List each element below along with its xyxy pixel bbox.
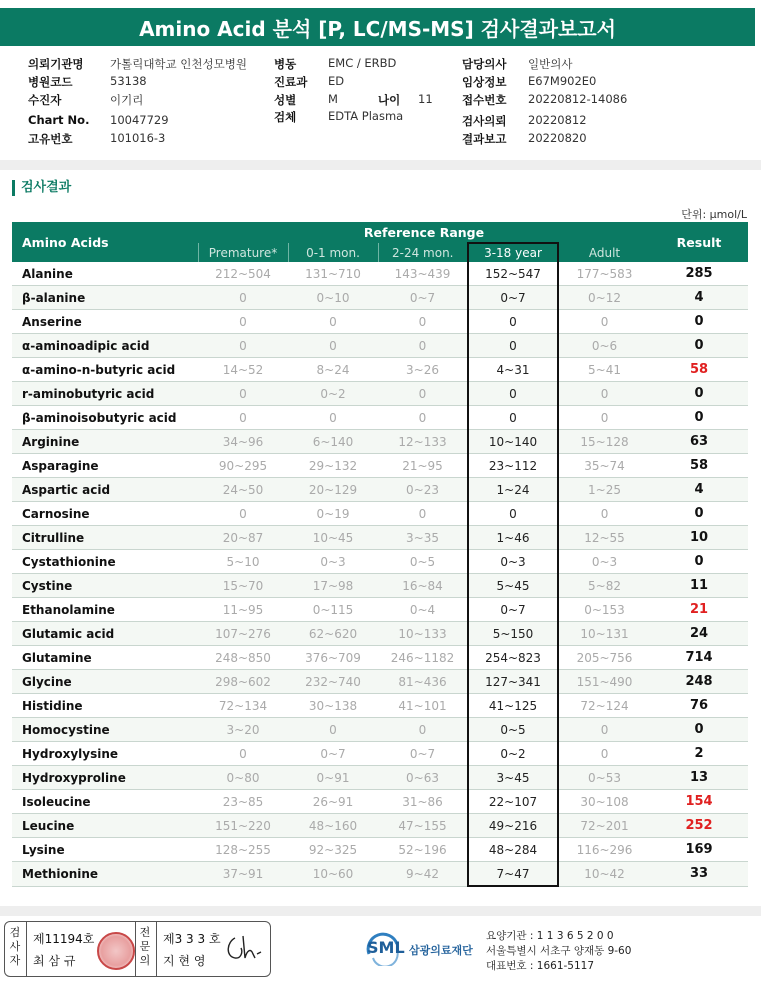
amino-acid-name: Asparagine: [12, 454, 198, 478]
dept-value: ED: [328, 74, 345, 88]
table-row: [12, 334, 748, 358]
patient-info: [0, 52, 755, 152]
amino-acid-name: Alanine: [12, 262, 198, 286]
amino-acid-name: β-aminoisobutyric acid: [12, 406, 198, 430]
reference-range-cell: 131~710: [288, 262, 378, 286]
table-row: [12, 670, 748, 694]
reference-range-cell: 0~7: [468, 286, 558, 310]
reference-range-cell: 0~5: [378, 550, 468, 574]
result-value: 4: [650, 286, 748, 310]
institution-label: 의뢰기관명: [28, 57, 84, 71]
reference-range-cell: 0: [288, 718, 378, 742]
reference-range-cell: 0: [468, 406, 558, 430]
table-row: [12, 814, 748, 838]
reference-range-cell: 20~129: [288, 478, 378, 502]
reference-range-cell: 3~20: [198, 718, 288, 742]
reference-range-cell: 4~31: [468, 358, 558, 382]
reference-range-cell: 30~138: [288, 694, 378, 718]
hospcode-value: 53138: [110, 74, 147, 88]
reference-range-cell: 48~284: [468, 838, 558, 862]
age-label: 나이: [378, 93, 401, 107]
reference-range-cell: 6~140: [288, 430, 378, 454]
reference-range-cell: 0: [198, 406, 288, 430]
header-range-adult: Adult: [558, 243, 650, 262]
reference-range-cell: 1~46: [468, 526, 558, 550]
reference-range-cell: 1~25: [558, 478, 650, 502]
reference-range-cell: 212~504: [198, 262, 288, 286]
amino-acid-name: Histidine: [12, 694, 198, 718]
reference-range-cell: 0~80: [198, 766, 288, 790]
table-row: [12, 646, 748, 670]
reference-range-cell: 29~132: [288, 454, 378, 478]
reference-range-cell: 10~42: [558, 862, 650, 887]
doctor-label: 담당의사: [462, 57, 507, 71]
reference-range-cell: 116~296: [558, 838, 650, 862]
reference-range-cell: 0~6: [558, 334, 650, 358]
request-value: 20220812: [528, 113, 587, 127]
reference-range-cell: 31~86: [378, 790, 468, 814]
reference-range-cell: 26~91: [288, 790, 378, 814]
result-value: 252: [650, 814, 748, 838]
amino-acid-name: Lysine: [12, 838, 198, 862]
reference-range-cell: 0: [468, 502, 558, 526]
reference-range-cell: 21~95: [378, 454, 468, 478]
result-value: 285: [650, 262, 748, 286]
header-reference-range: Reference Range: [198, 222, 650, 243]
reference-range-cell: 72~134: [198, 694, 288, 718]
hospcode-label: 병원코드: [28, 75, 73, 89]
table-row: [12, 718, 748, 742]
reference-range-cell: 0~3: [288, 550, 378, 574]
reference-range-cell: 10~133: [378, 622, 468, 646]
reference-range-cell: 16~84: [378, 574, 468, 598]
reference-range-cell: 298~602: [198, 670, 288, 694]
reference-range-cell: 23~85: [198, 790, 288, 814]
header-amino-acids: Amino Acids: [12, 222, 198, 262]
reference-range-cell: 12~55: [558, 526, 650, 550]
result-value: 76: [650, 694, 748, 718]
reference-range-cell: 14~52: [198, 358, 288, 382]
result-value: 21: [650, 598, 748, 622]
reference-range-cell: 0: [288, 406, 378, 430]
reference-range-cell: 0~23: [378, 478, 468, 502]
result-value: 0: [650, 334, 748, 358]
reference-range-cell: 0: [378, 502, 468, 526]
result-value: 0: [650, 718, 748, 742]
reference-range-cell: 152~547: [468, 262, 558, 286]
ward-value: EMC / ERBD: [328, 56, 397, 70]
reference-range-cell: 0: [198, 286, 288, 310]
amino-acid-name: Arginine: [12, 430, 198, 454]
amino-acid-name: Aspartic acid: [12, 478, 198, 502]
seal-icon: [97, 932, 135, 970]
reference-range-cell: 0: [378, 310, 468, 334]
reference-range-cell: 248~850: [198, 646, 288, 670]
reference-range-cell: 177~583: [558, 262, 650, 286]
reference-range-cell: 15~70: [198, 574, 288, 598]
amino-acid-name: β-alanine: [12, 286, 198, 310]
reference-range-cell: 92~325: [288, 838, 378, 862]
sex-value: M: [328, 92, 338, 106]
amino-acid-name: Glycine: [12, 670, 198, 694]
table-row: [12, 862, 748, 887]
amino-acid-name: Hydroxyproline: [12, 766, 198, 790]
reference-range-cell: 0~10: [288, 286, 378, 310]
amino-acid-name: Glutamic acid: [12, 622, 198, 646]
reference-range-cell: 5~82: [558, 574, 650, 598]
org-line-2: 서울특별시 서초구 양재동 9-60: [486, 945, 632, 957]
reference-range-cell: 254~823: [468, 646, 558, 670]
reference-range-cell: 72~124: [558, 694, 650, 718]
reference-range-cell: 0: [468, 382, 558, 406]
org-line-3: 대표번호 : 1661-5117: [486, 960, 595, 972]
chart-value: 10047729: [110, 113, 169, 127]
reference-range-cell: 151~220: [198, 814, 288, 838]
table-row: [12, 430, 748, 454]
table-row: [12, 478, 748, 502]
reference-range-cell: 34~96: [198, 430, 288, 454]
reference-range-cell: 128~255: [198, 838, 288, 862]
reference-range-cell: 0: [558, 382, 650, 406]
reference-range-cell: 0~7: [378, 742, 468, 766]
header-range-premature: Premature*: [198, 243, 288, 262]
reference-range-cell: 12~133: [378, 430, 468, 454]
clinical-label: 임상정보: [462, 75, 507, 89]
reference-range-cell: 0~7: [378, 286, 468, 310]
patient-label: 수진자: [28, 93, 62, 107]
reference-range-cell: 23~112: [468, 454, 558, 478]
reference-range-cell: 127~341: [468, 670, 558, 694]
result-value: 248: [650, 670, 748, 694]
result-value: 714: [650, 646, 748, 670]
reference-range-cell: 5~41: [558, 358, 650, 382]
org-info: [486, 929, 631, 974]
reference-range-cell: 8~24: [288, 358, 378, 382]
reference-range-cell: 52~196: [378, 838, 468, 862]
header-result: Result: [650, 222, 748, 262]
table-row: [12, 790, 748, 814]
reference-range-cell: 0~115: [288, 598, 378, 622]
reference-range-cell: 143~439: [378, 262, 468, 286]
reference-range-cell: 47~155: [378, 814, 468, 838]
specimen-label: 검체: [274, 110, 297, 124]
reference-range-cell: 0: [558, 718, 650, 742]
amino-acid-name: Cystine: [12, 574, 198, 598]
reference-range-cell: 72~201: [558, 814, 650, 838]
unique-label: 고유번호: [28, 132, 73, 146]
amino-acid-name: Carnosine: [12, 502, 198, 526]
reference-range-cell: 41~125: [468, 694, 558, 718]
reference-range-cell: 0: [558, 406, 650, 430]
age-value: 11: [418, 92, 433, 106]
reference-range-cell: 0: [558, 502, 650, 526]
result-value: 2: [650, 742, 748, 766]
result-value: 24: [650, 622, 748, 646]
amino-acid-name: Ethanolamine: [12, 598, 198, 622]
reference-range-cell: 246~1182: [378, 646, 468, 670]
table-row: [12, 742, 748, 766]
signature-icon: [223, 932, 263, 964]
examiner-vertical-label: 검 사 자: [9, 926, 21, 967]
result-value: 63: [650, 430, 748, 454]
chart-label: Chart No.: [28, 113, 90, 127]
amino-acid-name: α-aminoadipic acid: [12, 334, 198, 358]
result-value: 11: [650, 574, 748, 598]
result-value: 33: [650, 862, 748, 887]
reference-range-cell: 0: [198, 310, 288, 334]
doctor-value: 일반의사: [528, 57, 573, 71]
result-value: 0: [650, 382, 748, 406]
reference-range-cell: 0: [288, 310, 378, 334]
reference-range-cell: 1~24: [468, 478, 558, 502]
request-label: 검사의뢰: [462, 114, 507, 128]
amino-acid-name: r-aminobutyric acid: [12, 382, 198, 406]
sml-logo-text: SML: [367, 938, 405, 957]
divider: [0, 160, 761, 170]
amino-acid-name: Hydroxylysine: [12, 742, 198, 766]
reference-range-cell: 376~709: [288, 646, 378, 670]
report-value: 20220820: [528, 131, 587, 145]
examiner-license: 제11194호: [33, 932, 95, 946]
reference-range-cell: 0~153: [558, 598, 650, 622]
reference-range-cell: 35~74: [558, 454, 650, 478]
specialist-vertical-label: 전 문 의: [139, 926, 151, 967]
reference-range-cell: 0: [378, 718, 468, 742]
divider: [0, 906, 761, 916]
reference-range-cell: 0~19: [288, 502, 378, 526]
reference-range-cell: 10~45: [288, 526, 378, 550]
result-value: 0: [650, 406, 748, 430]
table-row: [12, 574, 748, 598]
reference-range-cell: 41~101: [378, 694, 468, 718]
result-value: 0: [650, 550, 748, 574]
reference-range-cell: 0~12: [558, 286, 650, 310]
org-line-1: 요양기관 : 1 1 3 6 5 2 0 0: [486, 930, 614, 942]
org-name: 삼광의료재단: [409, 944, 473, 957]
reference-range-cell: 3~45: [468, 766, 558, 790]
reference-range-cell: 0~7: [288, 742, 378, 766]
reference-range-cell: 37~91: [198, 862, 288, 887]
reference-range-cell: 90~295: [198, 454, 288, 478]
reference-range-cell: 0~2: [288, 382, 378, 406]
reference-range-cell: 5~45: [468, 574, 558, 598]
reference-range-cell: 0: [468, 310, 558, 334]
reference-range-cell: 0~5: [468, 718, 558, 742]
reference-range-cell: 0~7: [468, 598, 558, 622]
table-row: [12, 382, 748, 406]
reference-range-cell: 0~63: [378, 766, 468, 790]
reference-range-cell: 0: [198, 502, 288, 526]
reference-range-cell: 5~10: [198, 550, 288, 574]
reference-range-cell: 0~3: [558, 550, 650, 574]
table-row: [12, 406, 748, 430]
unique-value: 101016-3: [110, 131, 166, 145]
patient-value: 이기리: [110, 93, 144, 107]
reference-range-cell: 0: [468, 334, 558, 358]
amino-acid-name: Methionine: [12, 862, 198, 887]
reference-range-cell: 24~50: [198, 478, 288, 502]
amino-acid-name: Anserine: [12, 310, 198, 334]
reference-range-cell: 10~60: [288, 862, 378, 887]
reference-range-cell: 10~131: [558, 622, 650, 646]
reference-range-cell: 0: [378, 406, 468, 430]
table-row: [12, 526, 748, 550]
reference-range-cell: 5~150: [468, 622, 558, 646]
reference-range-cell: 107~276: [198, 622, 288, 646]
reference-range-cell: 0: [288, 334, 378, 358]
reference-range-cell: 20~87: [198, 526, 288, 550]
reference-range-cell: 0: [198, 742, 288, 766]
amino-acid-name: α-amino-n-butyric acid: [12, 358, 198, 382]
reference-range-cell: 205~756: [558, 646, 650, 670]
table-row: [12, 454, 748, 478]
amino-acid-name: Citrulline: [12, 526, 198, 550]
header-range-2-24mon: 2-24 mon.: [378, 243, 468, 262]
reference-range-cell: 10~140: [468, 430, 558, 454]
table-row: [12, 622, 748, 646]
specialist-license: 제3 3 3 호: [163, 932, 221, 946]
table-row: [12, 286, 748, 310]
reference-range-cell: 7~47: [468, 862, 558, 887]
dept-label: 진료과: [274, 75, 308, 89]
header-range-3-18year: 3-18 year: [468, 243, 558, 262]
result-value: 13: [650, 766, 748, 790]
table-row: [12, 766, 748, 790]
reference-range-cell: 17~98: [288, 574, 378, 598]
reference-range-cell: 11~95: [198, 598, 288, 622]
reference-range-cell: 0: [378, 382, 468, 406]
specialist-name: 지 현 영: [163, 954, 206, 968]
reference-range-cell: 0: [558, 742, 650, 766]
reference-range-cell: 0~3: [468, 550, 558, 574]
header-range-0-1mon: 0-1 mon.: [288, 243, 378, 262]
reference-range-cell: 0: [378, 334, 468, 358]
reference-range-cell: 49~216: [468, 814, 558, 838]
result-value: 4: [650, 478, 748, 502]
reference-range-cell: 3~35: [378, 526, 468, 550]
reference-range-cell: 62~620: [288, 622, 378, 646]
amino-acid-name: Isoleucine: [12, 790, 198, 814]
reference-range-cell: 0: [198, 334, 288, 358]
table-row: [12, 598, 748, 622]
sex-label: 성별: [274, 93, 297, 107]
table-row: [12, 502, 748, 526]
result-value: 0: [650, 502, 748, 526]
reference-range-cell: 15~128: [558, 430, 650, 454]
amino-acid-name: Cystathionine: [12, 550, 198, 574]
table-row: [12, 262, 748, 286]
sml-logo: [365, 930, 485, 966]
reference-range-cell: 0~2: [468, 742, 558, 766]
reference-range-cell: 0~91: [288, 766, 378, 790]
result-value: 10: [650, 526, 748, 550]
report-title: Amino Acid 분석 [P, LC/MS-MS] 검사결과보고서: [0, 8, 755, 46]
reference-range-cell: 151~490: [558, 670, 650, 694]
reference-range-cell: 0~53: [558, 766, 650, 790]
table-row: [12, 838, 748, 862]
section-title: 검사결과: [12, 180, 71, 196]
reference-range-cell: 48~160: [288, 814, 378, 838]
unit-label: 단위: μmol/L: [681, 208, 747, 221]
table-row: [12, 310, 748, 334]
amino-acid-name: Leucine: [12, 814, 198, 838]
reference-range-cell: 3~26: [378, 358, 468, 382]
result-value: 154: [650, 790, 748, 814]
table-row: [12, 694, 748, 718]
examiner-name: 최 삼 규: [33, 954, 76, 968]
receipt-value: 20220812-14086: [528, 92, 628, 106]
reference-range-cell: 81~436: [378, 670, 468, 694]
amino-acid-name: Glutamine: [12, 646, 198, 670]
specimen-value: EDTA Plasma: [328, 109, 404, 123]
reference-range-cell: 30~108: [558, 790, 650, 814]
reference-range-cell: 0: [558, 310, 650, 334]
amino-acid-name: Homocystine: [12, 718, 198, 742]
reference-range-cell: 0~4: [378, 598, 468, 622]
signature-box: [4, 921, 271, 977]
reference-range-cell: 0: [198, 382, 288, 406]
reference-range-cell: 9~42: [378, 862, 468, 887]
table-row: [12, 358, 748, 382]
reference-range-cell: 22~107: [468, 790, 558, 814]
report-label: 결과보고: [462, 132, 507, 146]
ward-label: 병동: [274, 57, 297, 71]
result-value: 0: [650, 310, 748, 334]
reference-range-cell: 232~740: [288, 670, 378, 694]
institution-value: 가톨릭대학교 인천성모병원: [110, 57, 247, 71]
result-value: 169: [650, 838, 748, 862]
clinical-value: E67M902E0: [528, 74, 597, 88]
result-value: 58: [650, 358, 748, 382]
results-table: [12, 222, 748, 887]
receipt-label: 접수번호: [462, 93, 507, 107]
table-row: [12, 550, 748, 574]
result-value: 58: [650, 454, 748, 478]
